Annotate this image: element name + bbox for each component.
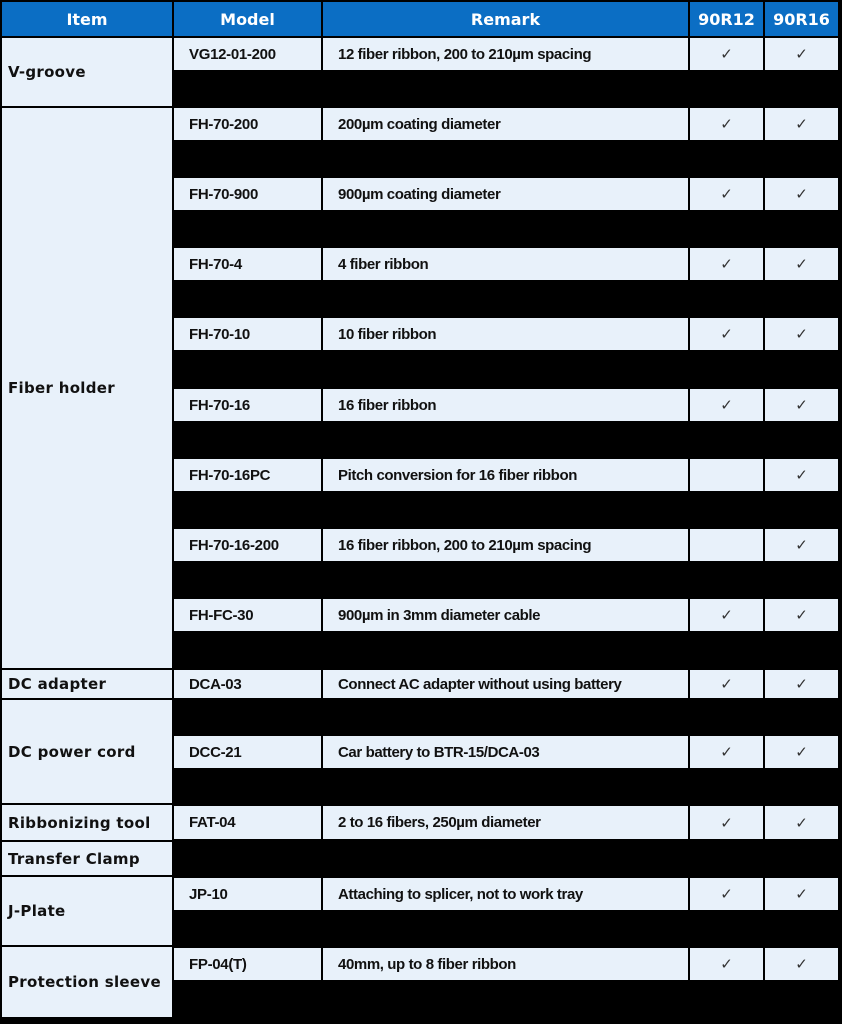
item-dc-adapter: DC adapter <box>2 670 172 698</box>
header-remark: Remark <box>323 2 688 36</box>
check-90r16-icon: ✓ <box>765 806 838 839</box>
remark-cell: Attaching to splicer, not to work tray <box>323 878 688 910</box>
model-cell: FP-04(T) <box>174 948 321 980</box>
remark-cell: 900µm coating diameter <box>323 178 688 210</box>
model-cell: DCC-21 <box>174 736 321 768</box>
model-cell: FH-70-200 <box>174 108 321 140</box>
item-dc-power-cord: DC power cord <box>2 700 172 803</box>
model-cell: FH-70-16-200 <box>174 529 321 561</box>
remark-cell: 16 fiber ribbon, 200 to 210µm spacing <box>323 529 688 561</box>
remark-cell: 2 to 16 fibers, 250µm diameter <box>323 806 688 839</box>
model-cell: FH-70-16PC <box>174 459 321 491</box>
remark-cell: Pitch conversion for 16 fiber ribbon <box>323 459 688 491</box>
item-j-plate: J-Plate <box>2 877 172 945</box>
check-90r16-icon: ✓ <box>765 108 838 140</box>
model-cell: FH-70-10 <box>174 318 321 350</box>
check-90r16-icon: ✓ <box>765 178 838 210</box>
check-90r12-icon: ✓ <box>690 878 763 910</box>
model-cell: JP-10 <box>174 878 321 910</box>
check-90r12-icon: ✓ <box>690 670 763 698</box>
check-90r16-icon: ✓ <box>765 529 838 561</box>
check-90r16-icon: ✓ <box>765 736 838 768</box>
check-90r16-icon: ✓ <box>765 248 838 280</box>
check-90r12-icon: ✓ <box>690 389 763 421</box>
check-90r16-icon: ✓ <box>765 38 838 70</box>
model-cell: DCA-03 <box>174 670 321 698</box>
check-90r12-icon: ✓ <box>690 948 763 980</box>
remark-cell: 12 fiber ribbon, 200 to 210µm spacing <box>323 38 688 70</box>
remark-cell: 4 fiber ribbon <box>323 248 688 280</box>
model-cell: FH-70-900 <box>174 178 321 210</box>
remark-cell: 200µm coating diameter <box>323 108 688 140</box>
check-90r12-icon: ✓ <box>690 248 763 280</box>
model-cell: FH-70-16 <box>174 389 321 421</box>
check-90r16-icon: ✓ <box>765 599 838 631</box>
check-90r16-icon: ✓ <box>765 389 838 421</box>
check-90r12-icon <box>690 529 763 561</box>
model-cell: FH-70-4 <box>174 248 321 280</box>
item-protection-sleeve: Protection sleeve <box>2 947 172 1017</box>
check-90r16-icon: ✓ <box>765 878 838 910</box>
item-fiber-holder: Fiber holder <box>2 108 172 668</box>
model-cell: FAT-04 <box>174 806 321 839</box>
check-90r16-icon: ✓ <box>765 459 838 491</box>
remark-cell: 900µm in 3mm diameter cable <box>323 599 688 631</box>
header-item: Item <box>2 2 172 36</box>
check-90r12-icon: ✓ <box>690 178 763 210</box>
check-90r12-icon <box>690 459 763 491</box>
check-90r12-icon: ✓ <box>690 38 763 70</box>
remark-cell: 10 fiber ribbon <box>323 318 688 350</box>
header-90r12: 90R12 <box>690 2 763 36</box>
check-90r12-icon: ✓ <box>690 736 763 768</box>
check-90r12-icon: ✓ <box>690 806 763 839</box>
check-90r16-icon: ✓ <box>765 670 838 698</box>
check-90r12-icon: ✓ <box>690 318 763 350</box>
check-90r12-icon: ✓ <box>690 599 763 631</box>
remark-cell: 40mm, up to 8 fiber ribbon <box>323 948 688 980</box>
model-cell: VG12-01-200 <box>174 38 321 70</box>
item-transfer-clamp: Transfer Clamp <box>2 842 172 875</box>
check-90r16-icon: ✓ <box>765 948 838 980</box>
header-90r16: 90R16 <box>765 2 838 36</box>
item-v-groove: V-groove <box>2 38 172 106</box>
remark-cell: 16 fiber ribbon <box>323 389 688 421</box>
remark-cell: Connect AC adapter without using battery <box>323 670 688 698</box>
remark-cell: Car battery to BTR-15/DCA-03 <box>323 736 688 768</box>
header-model: Model <box>174 2 321 36</box>
check-90r16-icon: ✓ <box>765 318 838 350</box>
model-cell: FH-FC-30 <box>174 599 321 631</box>
item-ribbonizing-tool: Ribbonizing tool <box>2 805 172 840</box>
check-90r12-icon: ✓ <box>690 108 763 140</box>
